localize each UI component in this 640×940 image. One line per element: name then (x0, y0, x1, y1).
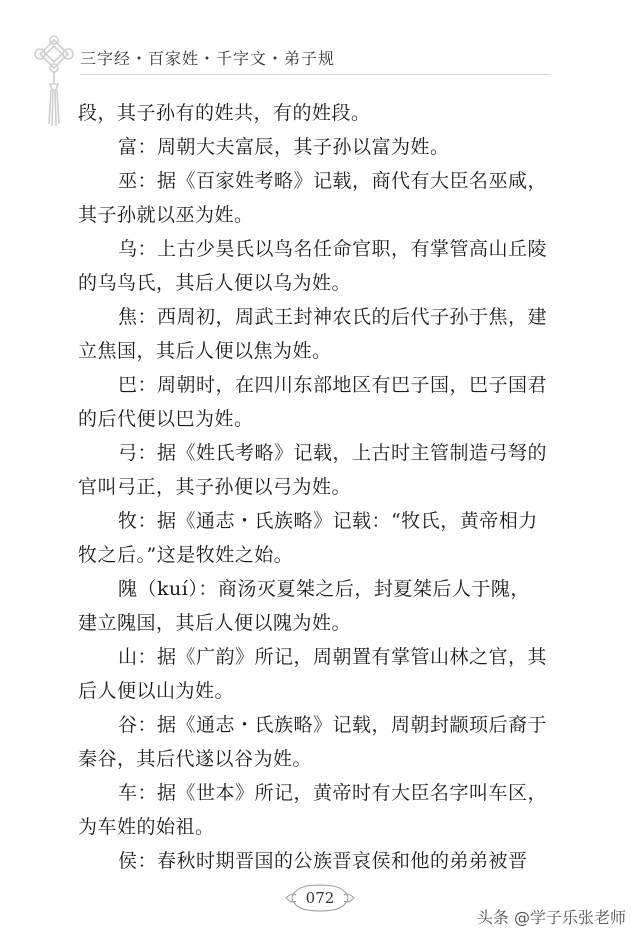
book-title: 三字经・百家姓・千字文・弟子规 (80, 49, 336, 68)
text-line: 立焦国，其后人便以焦为姓。 (78, 340, 332, 362)
text-line: 官叫弓正，其子孙便以弓为姓。 (78, 476, 352, 498)
text-line: 牧：据《通志・氏族略》记载：“牧氏，黄帝相力 (118, 510, 538, 532)
text-line: 富：周朝大夫富辰，其子孙以富为姓。 (118, 136, 450, 158)
text-line: 建立隗国，其后人便以隗为姓。 (78, 612, 352, 634)
text-line: 后人便以山为姓。 (78, 680, 235, 702)
text-line: 巫：据《百家姓考略》记载，商代有大臣名巫咸， (118, 170, 548, 192)
source-watermark: 头条 @学子乐张老师 (476, 908, 626, 927)
text-line: 段，其子孙有的姓共，有的姓段。 (78, 102, 371, 124)
body-text (78, 96, 548, 878)
text-line: 其子孙就以巫为姓。 (78, 204, 254, 226)
text-line: 弓：据《姓氏考略》记载，上古时主管制造弓弩的 (118, 442, 548, 464)
text-line: 巴：周朝时，在四川东部地区有巴子国，巴子国君 (118, 374, 548, 396)
text-line: 侯：春秋时期晋国的公族晋哀侯和他的弟弟被晋 (118, 850, 528, 872)
text-line: 的乌鸟氏，其后人便以乌为姓。 (78, 272, 352, 294)
text-line: 山：据《广韵》所记，周朝置有掌管山林之官，其 (118, 646, 548, 668)
text-line: 牧之后。”这是牧姓之始。 (78, 544, 294, 566)
chinese-knot-icon (28, 32, 80, 132)
text-line: 的后代便以巴为姓。 (78, 408, 254, 430)
text-line: 隗（kuí）：商汤灭夏桀之后，封夏桀后人于隗， (118, 578, 530, 600)
text-line: 秦谷，其后代遂以谷为姓。 (78, 748, 313, 770)
text-line: 车：据《世本》所记，黄帝时有大臣名字叫车区， (118, 782, 548, 804)
page-number: 072 (305, 889, 335, 907)
page-body (78, 96, 548, 878)
text-line: 为车姓的始祖。 (78, 816, 215, 838)
text-line: 焦：西周初，周武王封神农氏的后代子孙于焦，建 (118, 306, 548, 328)
text-line: 谷：据《通志・氏族略》记载，周朝封颛顼后裔于 (118, 714, 548, 736)
header-divider (80, 74, 550, 75)
page-number-badge (282, 883, 358, 913)
text-line: 乌：上古少昊氏以鸟名任命官职，有掌管高山丘陵 (118, 238, 548, 260)
